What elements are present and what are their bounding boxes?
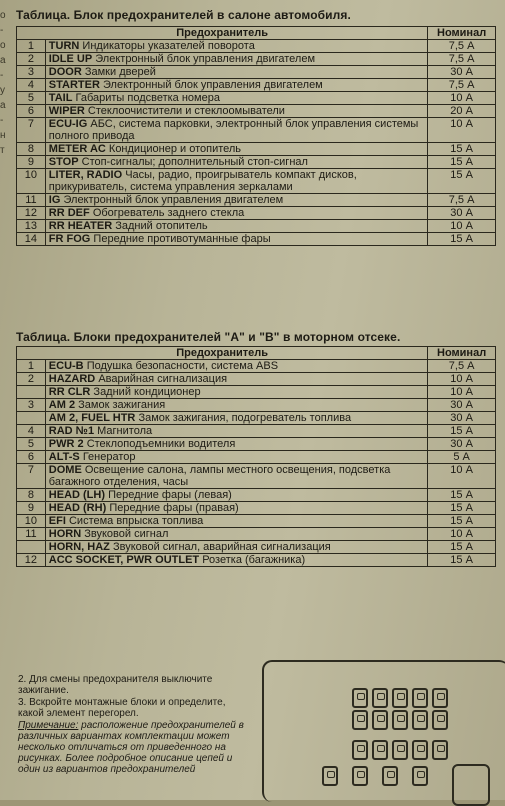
fuse-description: Стеклоочистители и стеклоомыватели (87, 105, 285, 117)
table-row (17, 528, 496, 541)
fuse-icon (372, 710, 388, 730)
fuse-code: DOME (48, 464, 82, 476)
fuse-rating: 7,5 А (428, 79, 496, 92)
fuse-description: Задний кондиционер (93, 386, 201, 398)
table-row (17, 169, 496, 194)
fuse-number: 6 (17, 451, 46, 464)
fuse-description-cell (45, 373, 427, 386)
fuse-code: WIPER (48, 105, 85, 117)
fuse-rating: 5 А (428, 451, 496, 464)
step-3: 3. Вскройте монтажные блоки и определите, какой элемент перегорел. (18, 697, 226, 719)
table-header-row (17, 347, 496, 360)
fuse-code: RR CLR (48, 386, 91, 398)
table-row (17, 40, 496, 53)
fuse-number: 14 (17, 233, 46, 246)
fuse-number: 3 (17, 399, 46, 412)
fuse-code: HAZARD (48, 373, 96, 385)
table-row (17, 156, 496, 169)
table-body (17, 40, 496, 246)
fuse-description-cell (45, 233, 427, 246)
remark-text: расположение предохранителей в различных вариантах комплектации может несколько отличаться от приведенного на рисунках. Более подробное описание цепей и один из вариантов предохранителей (18, 720, 244, 775)
fuse-number: 9 (17, 156, 46, 169)
fuse-code: IG (48, 194, 61, 206)
margin-char: о (0, 40, 6, 51)
fuse-description-cell (45, 194, 427, 207)
table-row (17, 554, 496, 567)
fuse-description: Электронный блок управления двигателем (63, 194, 284, 206)
fuse-description-cell (45, 220, 427, 233)
fuse-description: Замок зажигания (78, 399, 166, 411)
remark-label: Примечание: (18, 720, 79, 731)
fuse-icon (392, 710, 408, 730)
fuse-rating: 15 А (428, 541, 496, 554)
fuse-rating: 15 А (428, 515, 496, 528)
fuse-code: RR HEATER (48, 220, 113, 232)
fuse-rating: 15 А (428, 502, 496, 515)
fuse-description: Передние фары (левая) (108, 489, 232, 501)
fuse-description-cell (45, 515, 427, 528)
fuse-rating: 15 А (428, 169, 496, 194)
fuse-rating: 7,5 А (428, 194, 496, 207)
fuse-number: 5 (17, 438, 46, 451)
fuse-description-cell (45, 528, 427, 541)
fuse-code: EFI (48, 515, 66, 527)
fuse-number: 10 (17, 515, 46, 528)
table-header-row (17, 27, 496, 40)
fuse-box-diagram (262, 660, 505, 802)
margin-char: а (0, 100, 6, 111)
table-row (17, 425, 496, 438)
fuse-rating: 30 А (428, 399, 496, 412)
fuse-description: Аварийная сигнализация (98, 373, 228, 385)
fuse-description-cell (45, 92, 427, 105)
fuse-code: HORN, HAZ (48, 541, 110, 553)
fuse-number: 10 (17, 169, 46, 194)
margin-char: а (0, 55, 6, 66)
fuse-icon (432, 740, 448, 760)
fuse-number: 11 (17, 194, 46, 207)
fuse-description: Габариты подсветка номера (75, 92, 220, 104)
fuse-rating: 15 А (428, 233, 496, 246)
fuse-description-cell (45, 143, 427, 156)
fuse-number (17, 386, 46, 399)
fuse-number: 5 (17, 92, 46, 105)
fuse-description-cell (45, 118, 427, 143)
table-row (17, 143, 496, 156)
fuse-rating: 30 А (428, 438, 496, 451)
margin-char: н (0, 130, 6, 141)
fuse-rating: 10 А (428, 464, 496, 489)
fuse-number: 13 (17, 220, 46, 233)
fuse-code: RAD №1 (48, 425, 95, 437)
fuse-description-cell (45, 360, 427, 373)
fuse-rating: 15 А (428, 489, 496, 502)
fuse-description: Замки дверей (84, 66, 156, 78)
fuse-description-cell (45, 40, 427, 53)
table-row (17, 373, 496, 386)
fuse-code: PWR 2 (48, 438, 84, 450)
fuse-icon (352, 740, 368, 760)
fuse-rating: 30 А (428, 66, 496, 79)
fuse-icon (412, 740, 428, 760)
fuse-rating: 10 А (428, 92, 496, 105)
fuse-rating: 7,5 А (428, 360, 496, 373)
rating-header: Номинал (428, 347, 496, 360)
fuse-description: Замок зажигания, подогреватель топлива (138, 412, 352, 424)
fuse-description-cell (45, 438, 427, 451)
fuse-description: Освещение салона, лампы местного освещения, подсветка багажного отделения, часы (48, 464, 391, 488)
fuse-header: Предохранитель (17, 27, 428, 40)
step-2: 2. Для смены предохранителя выключите зажигание. (18, 674, 213, 696)
table-row (17, 233, 496, 246)
fuse-icon (412, 688, 428, 708)
table-row (17, 118, 496, 143)
table1-title: Таблица. Блок предохранителей в салоне автомобиля. (16, 8, 351, 22)
interior-fuse-table (16, 26, 496, 246)
fuse-description: Система впрыска топлива (68, 515, 204, 527)
fuse-description-cell (45, 502, 427, 515)
fuse-number: 8 (17, 489, 46, 502)
fuse-description: Обогреватель заднего стекла (92, 207, 245, 219)
table-row (17, 386, 496, 399)
fuse-rating: 10 А (428, 528, 496, 541)
fuse-code: FR FOG (48, 233, 91, 245)
fuse-description: Розетка (багажника) (202, 554, 306, 566)
fuse-description: Кондиционер и отопитель (108, 143, 242, 155)
fuse-header: Предохранитель (17, 347, 428, 360)
fuse-code: IDLE UP (48, 53, 93, 65)
fuse-number: 8 (17, 143, 46, 156)
table-row (17, 399, 496, 412)
fuse-code: TURN (48, 40, 80, 52)
fuse-description: Подушка безопасности, система ABS (86, 360, 279, 372)
table-row (17, 451, 496, 464)
table-row (17, 464, 496, 489)
fuse-description: Задний отопитель (115, 220, 208, 232)
fuse-number: 1 (17, 360, 46, 373)
fuse-number: 4 (17, 425, 46, 438)
fuse-description-cell (45, 53, 427, 66)
fuse-description: Электронный блок управления двигателем (95, 53, 316, 65)
fuse-description: Часы, радио, проигрыватель компакт дисков, прикуриватель, система управления зеркалами (48, 169, 357, 193)
rating-header: Номинал (428, 27, 496, 40)
fuse-rating: 7,5 А (428, 53, 496, 66)
fuse-code: STARTER (48, 79, 100, 91)
instructions-text (18, 674, 253, 776)
fuse-icon (322, 766, 338, 786)
fuse-icon (352, 688, 368, 708)
fuse-code: STOP (48, 156, 79, 168)
fuse-icon (372, 740, 388, 760)
table-row (17, 66, 496, 79)
fuse-description-cell (45, 489, 427, 502)
fuse-description: Передние противотуманные фары (93, 233, 271, 245)
table-row (17, 412, 496, 425)
fuse-rating: 15 А (428, 143, 496, 156)
fuse-description-cell (45, 105, 427, 118)
fuse-code: ECU-B (48, 360, 84, 372)
fuse-description-cell (45, 386, 427, 399)
fuse-rating: 7,5 А (428, 40, 496, 53)
table-body (17, 360, 496, 567)
remark (18, 720, 253, 775)
fuse-number: 3 (17, 66, 46, 79)
fuse-code: AM 2, FUEL HTR (48, 412, 136, 424)
fuse-rating: 10 А (428, 386, 496, 399)
fuse-number (17, 541, 46, 554)
table-row (17, 194, 496, 207)
fuse-icon (392, 688, 408, 708)
fuse-description-cell (45, 66, 427, 79)
table-row (17, 220, 496, 233)
fuse-icon (372, 688, 388, 708)
table-row (17, 79, 496, 92)
fuse-number (17, 412, 46, 425)
fuse-rating: 20 А (428, 105, 496, 118)
fuse-description: Магнитола (97, 425, 153, 437)
fuse-description-cell (45, 412, 427, 425)
fuse-description-cell (45, 169, 427, 194)
fuse-icon (352, 710, 368, 730)
fuse-number: 4 (17, 79, 46, 92)
margin-char: - (0, 25, 4, 36)
engine-fuse-table (16, 346, 496, 567)
fuse-rating: 30 А (428, 207, 496, 220)
fuse-number: 1 (17, 40, 46, 53)
fuse-icon (432, 688, 448, 708)
table-row (17, 92, 496, 105)
fuse-code: HEAD (RH) (48, 502, 107, 514)
fuse-description: Стеклоподъемники водителя (86, 438, 236, 450)
fuse-code: METER AC (48, 143, 106, 155)
fuse-number: 12 (17, 207, 46, 220)
fuse-rating: 10 А (428, 373, 496, 386)
fuse-code: DOOR (48, 66, 82, 78)
fuse-description: Индикаторы указателей поворота (82, 40, 255, 52)
fuse-code: LITER, RADIO (48, 169, 123, 181)
fuse-number: 11 (17, 528, 46, 541)
margin-char: т (0, 145, 5, 156)
margin-char: о (0, 10, 6, 21)
fuse-icon (382, 766, 398, 786)
fuse-description-cell (45, 464, 427, 489)
table-row (17, 541, 496, 554)
fuse-code: ALT-S (48, 451, 80, 463)
margin-char: у (0, 85, 5, 96)
fuse-code: ECU-IG (48, 118, 88, 130)
table-row (17, 53, 496, 66)
table-row (17, 438, 496, 451)
margin-char: - (0, 115, 4, 126)
fuse-number: 9 (17, 502, 46, 515)
fuse-description-cell (45, 541, 427, 554)
fuse-description: Стоп-сигналы; дополнительный стоп-сигнал (81, 156, 308, 168)
table-row (17, 207, 496, 220)
fuse-rating: 15 А (428, 554, 496, 567)
fuse-description-cell (45, 554, 427, 567)
fuse-number: 12 (17, 554, 46, 567)
fuse-code: RR DEF (48, 207, 90, 219)
fuse-rating: 10 А (428, 118, 496, 143)
fuse-description: Электронный блок управления двигателем (103, 79, 323, 91)
fuse-description-cell (45, 156, 427, 169)
margin-text (0, 8, 8, 158)
fuse-rating: 30 А (428, 412, 496, 425)
fuse-rating: 15 А (428, 425, 496, 438)
fuse-icon (392, 740, 408, 760)
fuse-number: 2 (17, 373, 46, 386)
table2-title: Таблица. Блоки предохранителей "А" и "В" в моторном отсеке. (16, 330, 401, 344)
fuse-description: Звуковой сигнал, аварийная сигнализация (112, 541, 331, 553)
fuse-icon (412, 710, 428, 730)
fuse-description: Звуковой сигнал (84, 528, 169, 540)
fuse-number: 2 (17, 53, 46, 66)
fuse-description-cell (45, 207, 427, 220)
fuse-icon (432, 710, 448, 730)
fuse-icon (352, 766, 368, 786)
fuse-icon (412, 766, 428, 786)
fuse-code: HORN (48, 528, 82, 540)
fuse-rating: 15 А (428, 156, 496, 169)
fuse-number: 6 (17, 105, 46, 118)
fuse-description: Генератор (82, 451, 136, 463)
fuse-code: TAIL (48, 92, 73, 104)
fuse-description: Передние фары (правая) (109, 502, 239, 514)
fuse-number: 7 (17, 118, 46, 143)
fuse-description: АБС, система парковки, электронный блок управления системы полного привода (48, 118, 419, 142)
fuse-code: ACC SOCKET, PWR OUTLET (48, 554, 200, 566)
margin-char: - (0, 70, 4, 81)
table-row (17, 502, 496, 515)
table-row (17, 360, 496, 373)
fuse-description-cell (45, 79, 427, 92)
fuse-number: 7 (17, 464, 46, 489)
fuse-description-cell (45, 451, 427, 464)
table-row (17, 105, 496, 118)
fuse-description-cell (45, 399, 427, 412)
fuse-rating: 10 А (428, 220, 496, 233)
fuse-code: AM 2 (48, 399, 76, 411)
table-row (17, 489, 496, 502)
fuse-code: HEAD (LH) (48, 489, 106, 501)
table-row (17, 515, 496, 528)
fuse-description-cell (45, 425, 427, 438)
